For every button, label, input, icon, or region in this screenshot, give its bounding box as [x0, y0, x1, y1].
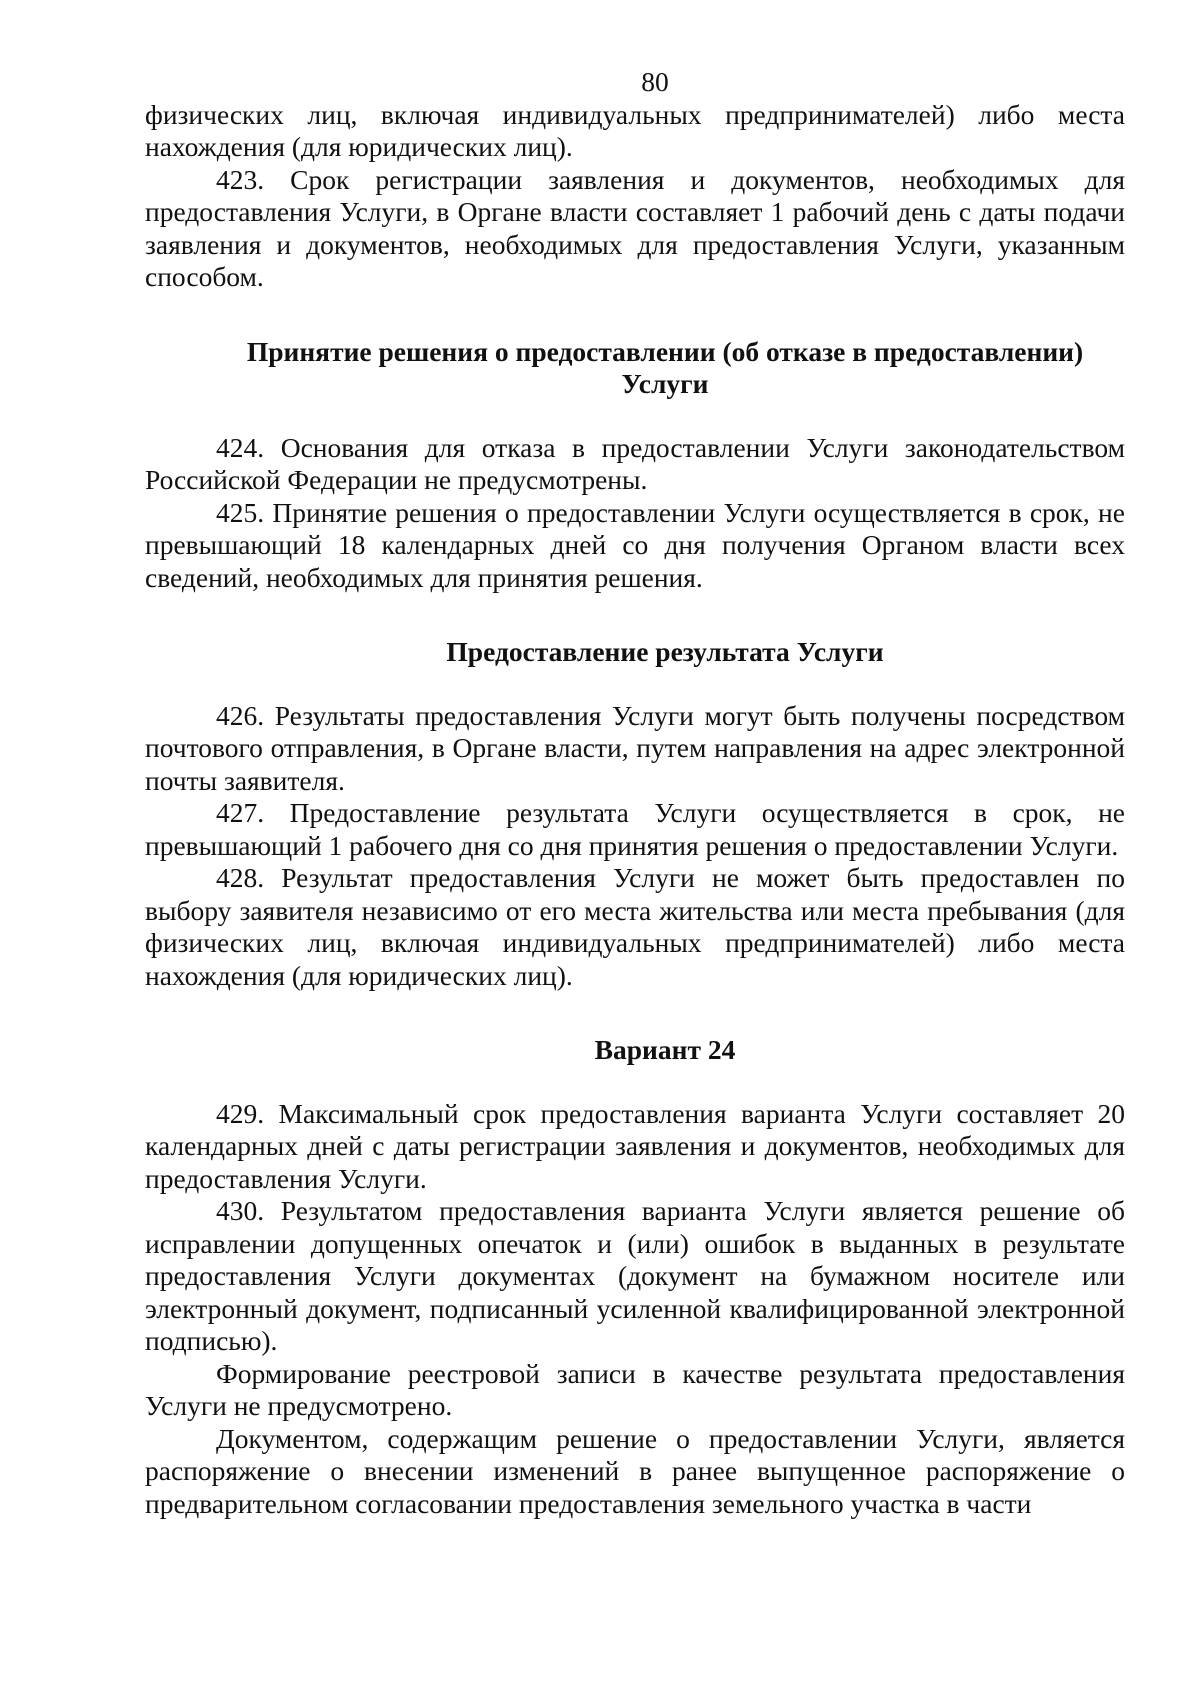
- document-page: [145, 66, 1125, 1520]
- page-number: 80: [641, 66, 669, 97]
- paragraph-430: 430. Результатом предоставления варианта Услуги является решение об исправлении допущенных опечаток и (или) ошибок в выданных в результате предоставления Услуги документах (документ на бумажном носителе или электронный документ, подписанный усиленной квалифицированной электронной подписью).: [145, 1195, 1125, 1356]
- paragraph-428: 428. Результат предоставления Услуги не может быть предоставлен по выбору заявителя независимо от его места жительства или места пребывания (для физических лиц, включая индивидуальных предпринимателей) либо места нахождения (для юридических лиц).: [145, 862, 1125, 991]
- paragraph-429: 429. Максимальный срок предоставления варианта Услуги составляет 20 календарных дней с даты регистрации заявления и документов, необходимых для предоставления Услуги.: [145, 1097, 1125, 1194]
- paragraph-continuation: физических лиц, включая индивидуальных предпринимателей) либо места нахождения (для юридических лиц).: [145, 98, 1125, 162]
- paragraph-425: 425. Принятие решения о предоставлении Услуги осуществляется в срок, не превышающий 18 календарных дней со дня получения Органом власти всех сведений, необходимых для принятия решения.: [145, 496, 1125, 593]
- paragraph-registry: Формирование реестровой записи в качестве результата предоставления Услуги не предусмотрено.: [145, 1357, 1125, 1421]
- paragraph-424: 424. Основания для отказа в предоставлении Услуги законодательством Российской Федерации не предусмотрены.: [145, 431, 1125, 495]
- section-heading-variant: Вариант 24: [594, 1034, 736, 1065]
- paragraph-423: 423. Срок регистрации заявления и документов, необходимых для предоставления Услуги, в Органе власти составляет 1 рабочий день с даты подачи заявления и документов, необходимых для предоставления Услуги, указанным способом.: [145, 163, 1125, 292]
- section-heading-result: Предоставление результата Услуги: [446, 636, 884, 667]
- paragraph-426: 426. Результаты предоставления Услуги могут быть получены посредством почтового отправления, в Органе власти, путем направления на адрес электронной почты заявителя.: [145, 699, 1125, 796]
- paragraph-427: 427. Предоставление результата Услуги осуществляется в срок, не превышающий 1 рабочего дня со дня принятия решения о предоставлении Услуги.: [145, 797, 1125, 861]
- paragraph-document: Документом, содержащим решение о предоставлении Услуги, является распоряжение о внесении изменений в ранее выпущенное распоряжение о предварительном согласовании предоставления земельного участка в части: [145, 1422, 1125, 1519]
- section-heading-decision: Принятие решения о предоставлении (об отказе в предоставлении) Услуги: [246, 335, 1084, 399]
